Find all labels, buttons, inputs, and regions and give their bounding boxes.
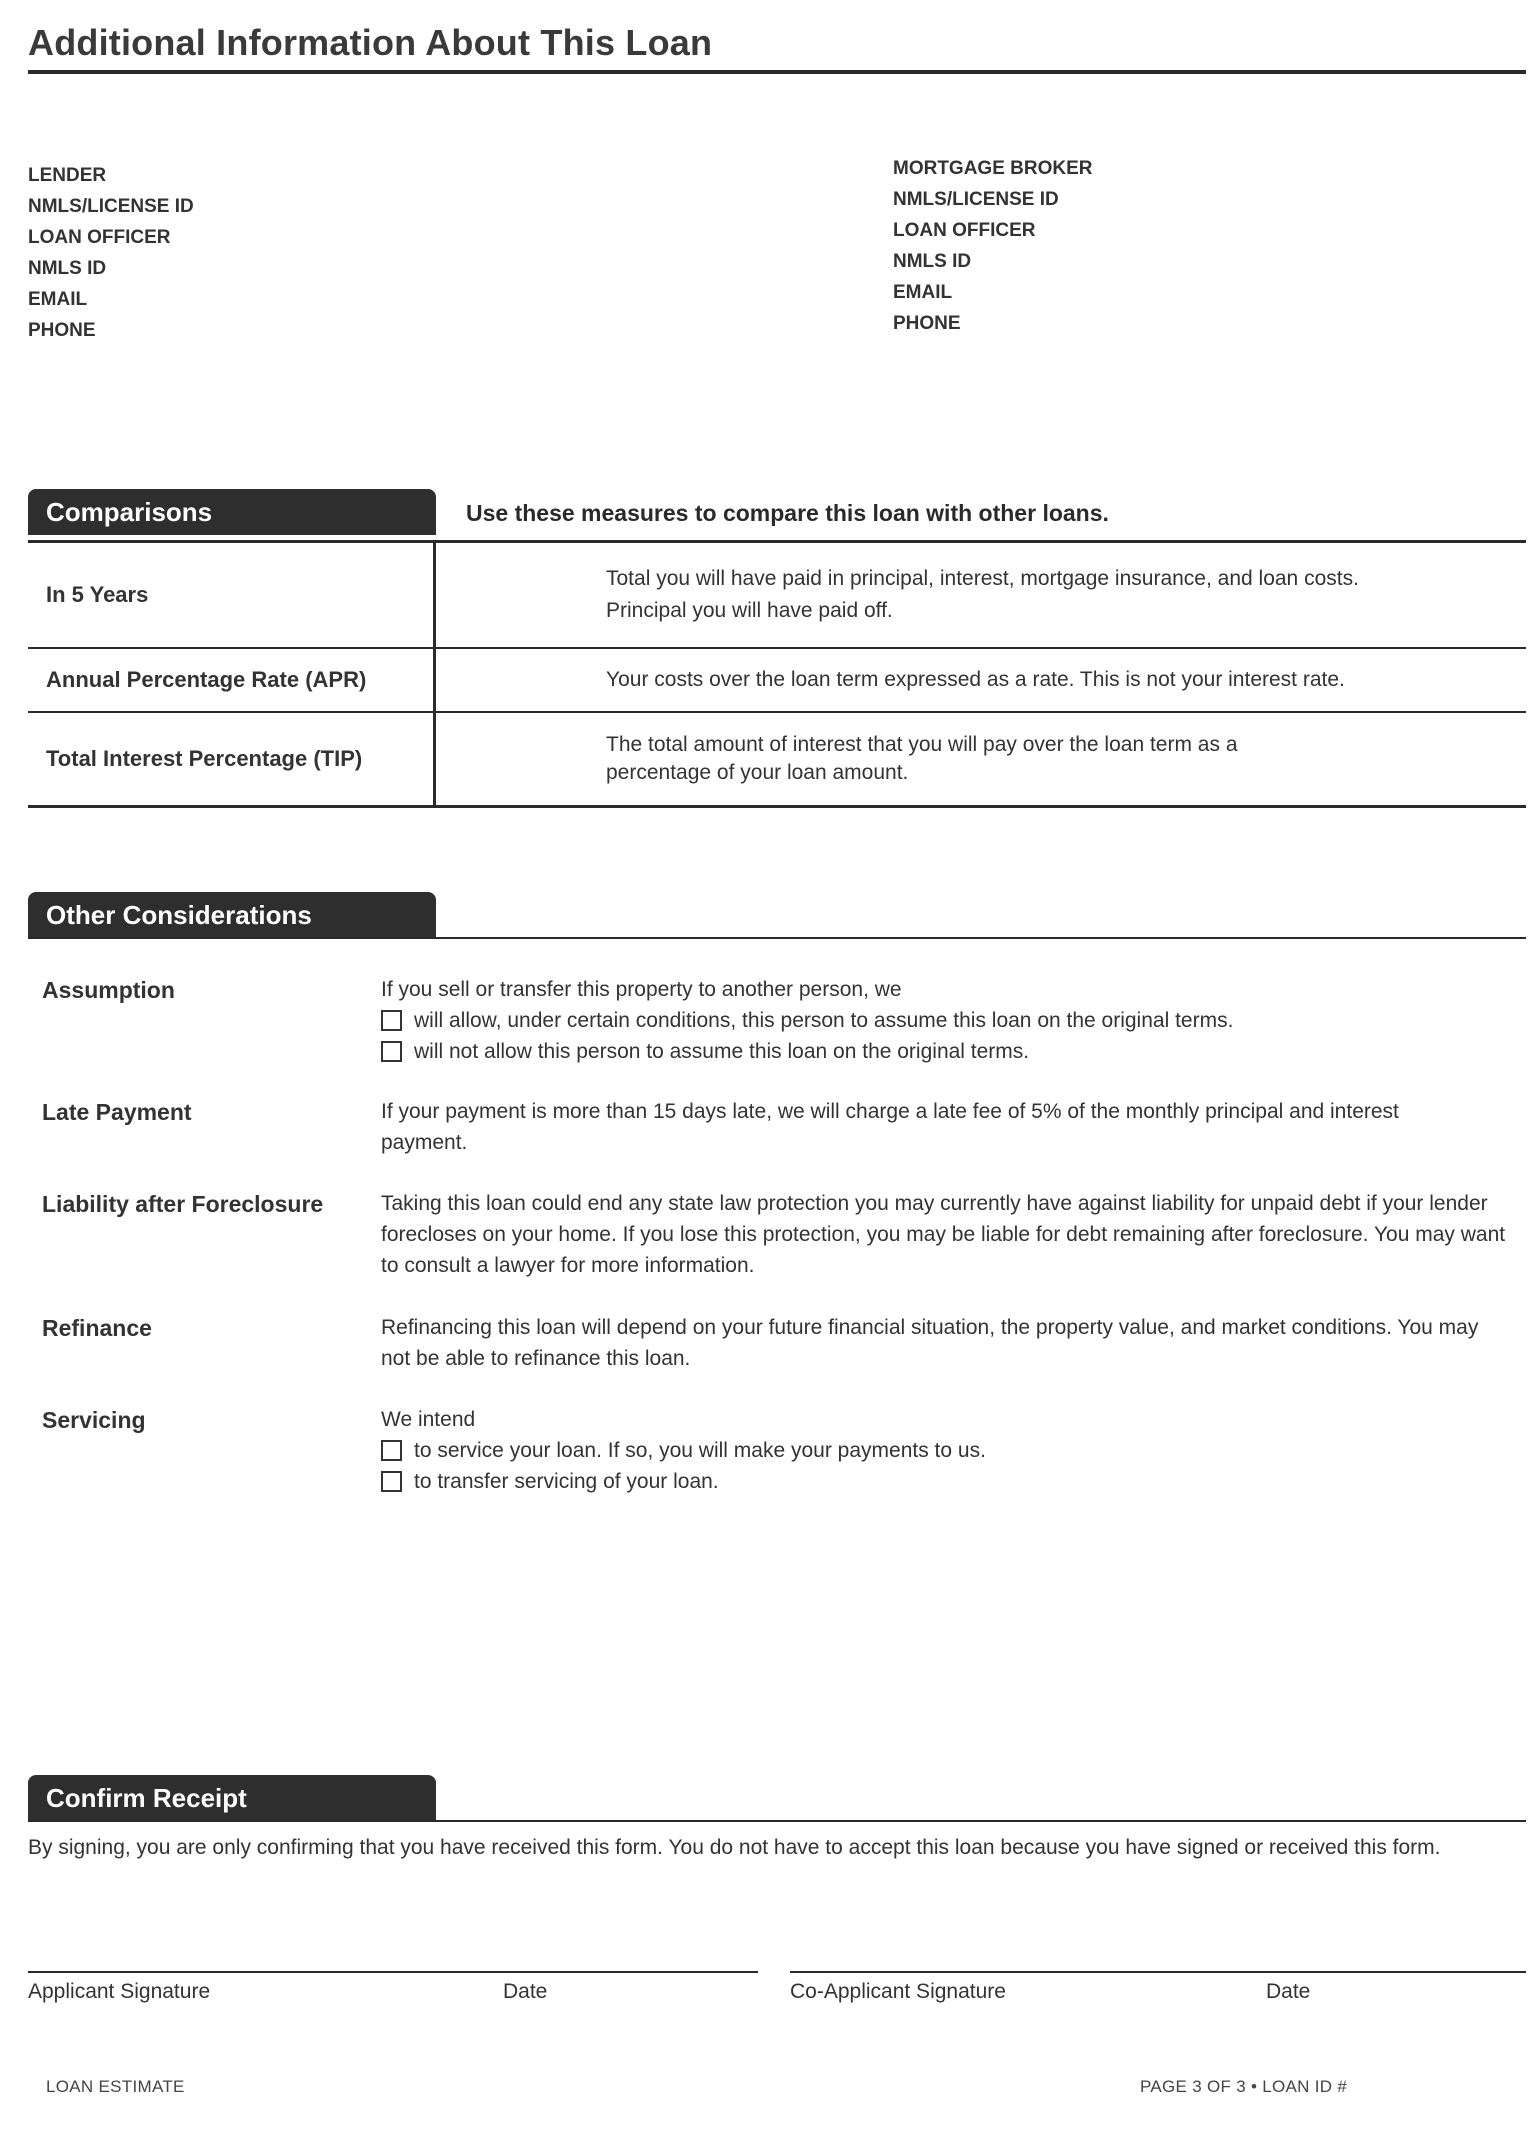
comparison-desc-apr [606, 649, 1526, 711]
servicing-option-service [381, 1435, 1526, 1466]
confirm-receipt-rule [28, 1820, 1526, 1822]
assumption-label: Assumption [42, 977, 175, 1003]
comparison-desc-line: Principal you will have paid off. [606, 599, 893, 622]
broker-nmls-license-label: NMLS/LICENSE ID [893, 189, 1059, 210]
confirm-receipt-text: By signing, you are only confirming that you have received this form. You do not have to accept this loan because you have signed or received this form. [28, 1836, 1441, 1859]
lender-contact-block [28, 160, 194, 346]
title-rule [28, 70, 1526, 74]
comparison-label-apr: Annual Percentage Rate (APR) [28, 649, 436, 711]
servicing-service-text: to service your loan. If so, you will make your payments to us. [414, 1439, 986, 1462]
late-payment-text: If your payment is more than 15 days late, we will charge a late fee of 5% of the monthly principal and interest payment. [381, 1100, 1399, 1154]
assumption-body [381, 974, 1526, 1067]
applicant-date-label: Date [503, 1980, 548, 2003]
co-applicant-date-label: Date [1266, 1980, 1311, 2003]
comparison-desc-line: Total you will have paid in principal, interest, mortgage insurance, and loan costs. [606, 567, 1359, 590]
lender-nmls-license-label: NMLS/LICENSE ID [28, 196, 194, 217]
assumption-not-allow-checkbox[interactable] [381, 1041, 402, 1062]
comparisons-heading: Use these measures to compare this loan with other loans. [466, 500, 1109, 526]
comparison-value-5-years [436, 543, 606, 647]
lender-phone-label: PHONE [28, 320, 96, 341]
table-row [28, 713, 1526, 805]
assumption-not-allow-text: will not allow this person to assume this loan on the original terms. [414, 1040, 1030, 1063]
refinance-text: Refinancing this loan will depend on your future financial situation, the property value, and market conditions. You may not be able to refinance this loan. [381, 1316, 1479, 1370]
page-title: Additional Information About This Loan [28, 22, 713, 63]
broker-contact-block [893, 153, 1093, 339]
comparison-value-apr [436, 649, 606, 711]
assumption-row [28, 974, 1526, 1067]
comparison-label-tip: Total Interest Percentage (TIP) [28, 713, 436, 805]
late-payment-row [28, 1096, 1526, 1158]
lender-label: LENDER [28, 165, 107, 186]
broker-phone-label: PHONE [893, 313, 961, 334]
assumption-allow-checkbox[interactable] [381, 1010, 402, 1031]
assumption-allow-text: will allow, under certain conditions, this person to assume this loan on the original terms. [414, 1009, 1234, 1032]
co-applicant-signature-label: Co-Applicant Signature [790, 1980, 1006, 2003]
comparisons-table [28, 540, 1526, 808]
lender-loan-officer-label: LOAN OFFICER [28, 227, 171, 248]
servicing-transfer-checkbox[interactable] [381, 1471, 402, 1492]
comparison-desc-line: The total amount of interest that you will pay over the loan term as a [606, 733, 1238, 756]
comparison-desc-line: percentage of your loan amount. [606, 761, 909, 784]
late-payment-label: Late Payment [42, 1099, 192, 1125]
broker-label: MORTGAGE BROKER [893, 158, 1093, 179]
liability-row [28, 1188, 1526, 1281]
servicing-intro: We intend [381, 1408, 476, 1431]
refinance-row [28, 1312, 1526, 1374]
comparison-desc-5-years [606, 543, 1526, 647]
servicing-row [28, 1404, 1526, 1497]
liability-label: Liability after Foreclosure [42, 1191, 324, 1217]
comparisons-tab: Comparisons [28, 489, 436, 535]
applicant-signature-line[interactable] [28, 1971, 758, 1973]
comparison-value-tip [436, 713, 606, 805]
servicing-option-transfer [381, 1466, 1526, 1497]
confirm-receipt-tab: Confirm Receipt [28, 1775, 436, 1821]
refinance-label: Refinance [42, 1315, 152, 1341]
table-row [28, 543, 1526, 649]
liability-text: Taking this loan could end any state law protection you may currently have against liability for unpaid debt if your lender forecloses on your home. If you lose this protection, you may be liable for debt remaining after foreclosure. You may want to consult a lawyer for more information. [381, 1192, 1506, 1277]
applicant-signature-label: Applicant Signature [28, 1980, 211, 2003]
lender-email-label: EMAIL [28, 289, 88, 310]
broker-email-label: EMAIL [893, 282, 953, 303]
footer-page-info: PAGE 3 OF 3 • LOAN ID # [1140, 2077, 1348, 2096]
comparison-label-5-years: In 5 Years [28, 543, 436, 647]
lender-nmls-id-label: NMLS ID [28, 258, 107, 279]
servicing-label: Servicing [42, 1407, 146, 1433]
other-considerations-rule [28, 937, 1526, 939]
footer-form-name: LOAN ESTIMATE [46, 2077, 185, 2096]
comparison-desc-tip [606, 713, 1526, 805]
broker-nmls-id-label: NMLS ID [893, 251, 972, 272]
other-considerations-tab: Other Considerations [28, 892, 436, 938]
assumption-intro: If you sell or transfer this property to another person, we [381, 978, 902, 1001]
servicing-transfer-text: to transfer servicing of your loan. [414, 1470, 719, 1493]
servicing-body [381, 1404, 1526, 1497]
table-row [28, 649, 1526, 713]
comparison-desc-line: Your costs over the loan term expressed as a rate. This is not your interest rate. [606, 668, 1345, 691]
servicing-service-checkbox[interactable] [381, 1440, 402, 1461]
assumption-option-allow [381, 1005, 1526, 1036]
assumption-option-not-allow [381, 1036, 1526, 1067]
co-applicant-signature-line[interactable] [790, 1971, 1526, 1973]
broker-loan-officer-label: LOAN OFFICER [893, 220, 1036, 241]
